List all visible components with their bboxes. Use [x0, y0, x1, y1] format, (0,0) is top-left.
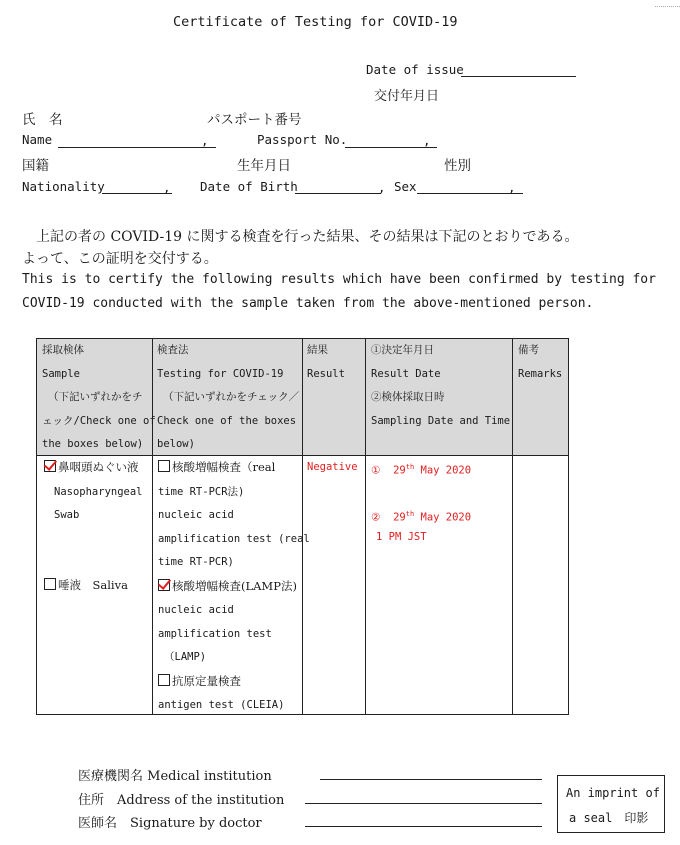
sample-option-saliva: 唾液 Saliva: [44, 574, 128, 599]
statement-jp-line2: よって、この証明を交付する。: [22, 251, 218, 267]
passport-label: Passport No.: [257, 132, 348, 147]
saliva-checkbox[interactable]: [44, 578, 56, 590]
seal-label-line2: a seal 印影: [569, 811, 649, 825]
lamp-checkbox[interactable]: [158, 579, 170, 591]
name-label: Name: [22, 132, 53, 147]
doctor-signature-field[interactable]: [305, 826, 542, 827]
page-edge: [655, 6, 680, 7]
seal-label-line1: An imprint of: [566, 786, 660, 800]
rt-pcr-checkbox[interactable]: [158, 460, 170, 472]
institution-field[interactable]: [320, 779, 542, 780]
antigen-checkbox[interactable]: [158, 674, 170, 686]
date-header: ①決定年月日 Result Date ②検体採取日時 Sampling Date and Time: [371, 344, 511, 427]
table-col-divider: [512, 338, 513, 714]
sample-option-nasopharyngeal: 鼻咽頭ぬぐい液 Nasopharyngeal Swab: [44, 456, 143, 528]
date-of-issue-jp-label: 交付年月日: [374, 89, 440, 104]
dob-jp-label: 生年月日: [237, 158, 291, 174]
certificate-title: Certificate of Testing for COVID-19: [173, 14, 458, 30]
passport-comma: ,: [423, 133, 431, 148]
nationality-field[interactable]: [102, 193, 172, 194]
name-comma: ,: [201, 133, 209, 148]
name-field[interactable]: [58, 147, 216, 148]
nationality-jp-label: 国籍: [22, 158, 49, 174]
doctor-label: 医師名 Signature by doctor: [78, 816, 262, 831]
nasopharyngeal-checkbox[interactable]: [44, 460, 56, 472]
result-header: 結果 Result: [307, 344, 345, 380]
statement-jp-line1: 上記の者の COVID-19 に関する検査を行った結果、その結果は下記のとおりである。: [36, 229, 579, 245]
sex-label: Sex: [394, 179, 417, 194]
address-label: 住所 Address of the institution: [78, 793, 285, 808]
date-of-issue-field[interactable]: [461, 76, 576, 77]
nationality-label: Nationality: [22, 179, 105, 194]
sampling-date: ② 29th May 2020: [371, 510, 472, 524]
institution-label: 医療機関名 Medical institution: [78, 769, 272, 784]
name-jp-label: 氏 名: [22, 112, 63, 128]
testing-header: 検査法 Testing for COVID-19 （下記いずれかをチェック／ Check one of the boxes below): [157, 344, 300, 450]
sex-comma: ,: [508, 180, 516, 195]
remarks-header: 備考 Remarks: [518, 344, 563, 380]
dob-comma: ,: [378, 180, 386, 195]
nationality-comma: ,: [163, 180, 171, 195]
statement-en-line1: This is to certify the following results which have been confirmed by testing for: [22, 272, 656, 287]
statement-en-line2: COVID-19 conducted with the sample taken from the above-mentioned person.: [22, 296, 594, 311]
dob-field[interactable]: [295, 193, 381, 194]
result-date: ① 29th May 2020: [371, 463, 472, 477]
result-value: Negative: [307, 461, 358, 473]
dob-label: Date of Birth: [200, 179, 298, 194]
date-of-issue-label: Date of issue: [366, 62, 464, 77]
address-field[interactable]: [305, 803, 542, 804]
sampling-time: 1 PM JST: [376, 531, 427, 543]
sex-jp-label: 性別: [444, 158, 471, 174]
test-options: 核酸増幅検査（real time RT-PCR法) nucleic acid amplification test (real time RT-PCR) 核酸増幅検査(LAMP法) nucleic acid amplification test （LAMP) 抗原定量検査 antigen test (CLEIA): [158, 460, 310, 711]
sample-header: 採取検体 Sample （下記いずれかをチ ェック/Check one of the boxes below): [42, 344, 156, 450]
table-col-divider: [365, 338, 366, 714]
passport-jp-label: パスポート番号: [207, 112, 302, 128]
